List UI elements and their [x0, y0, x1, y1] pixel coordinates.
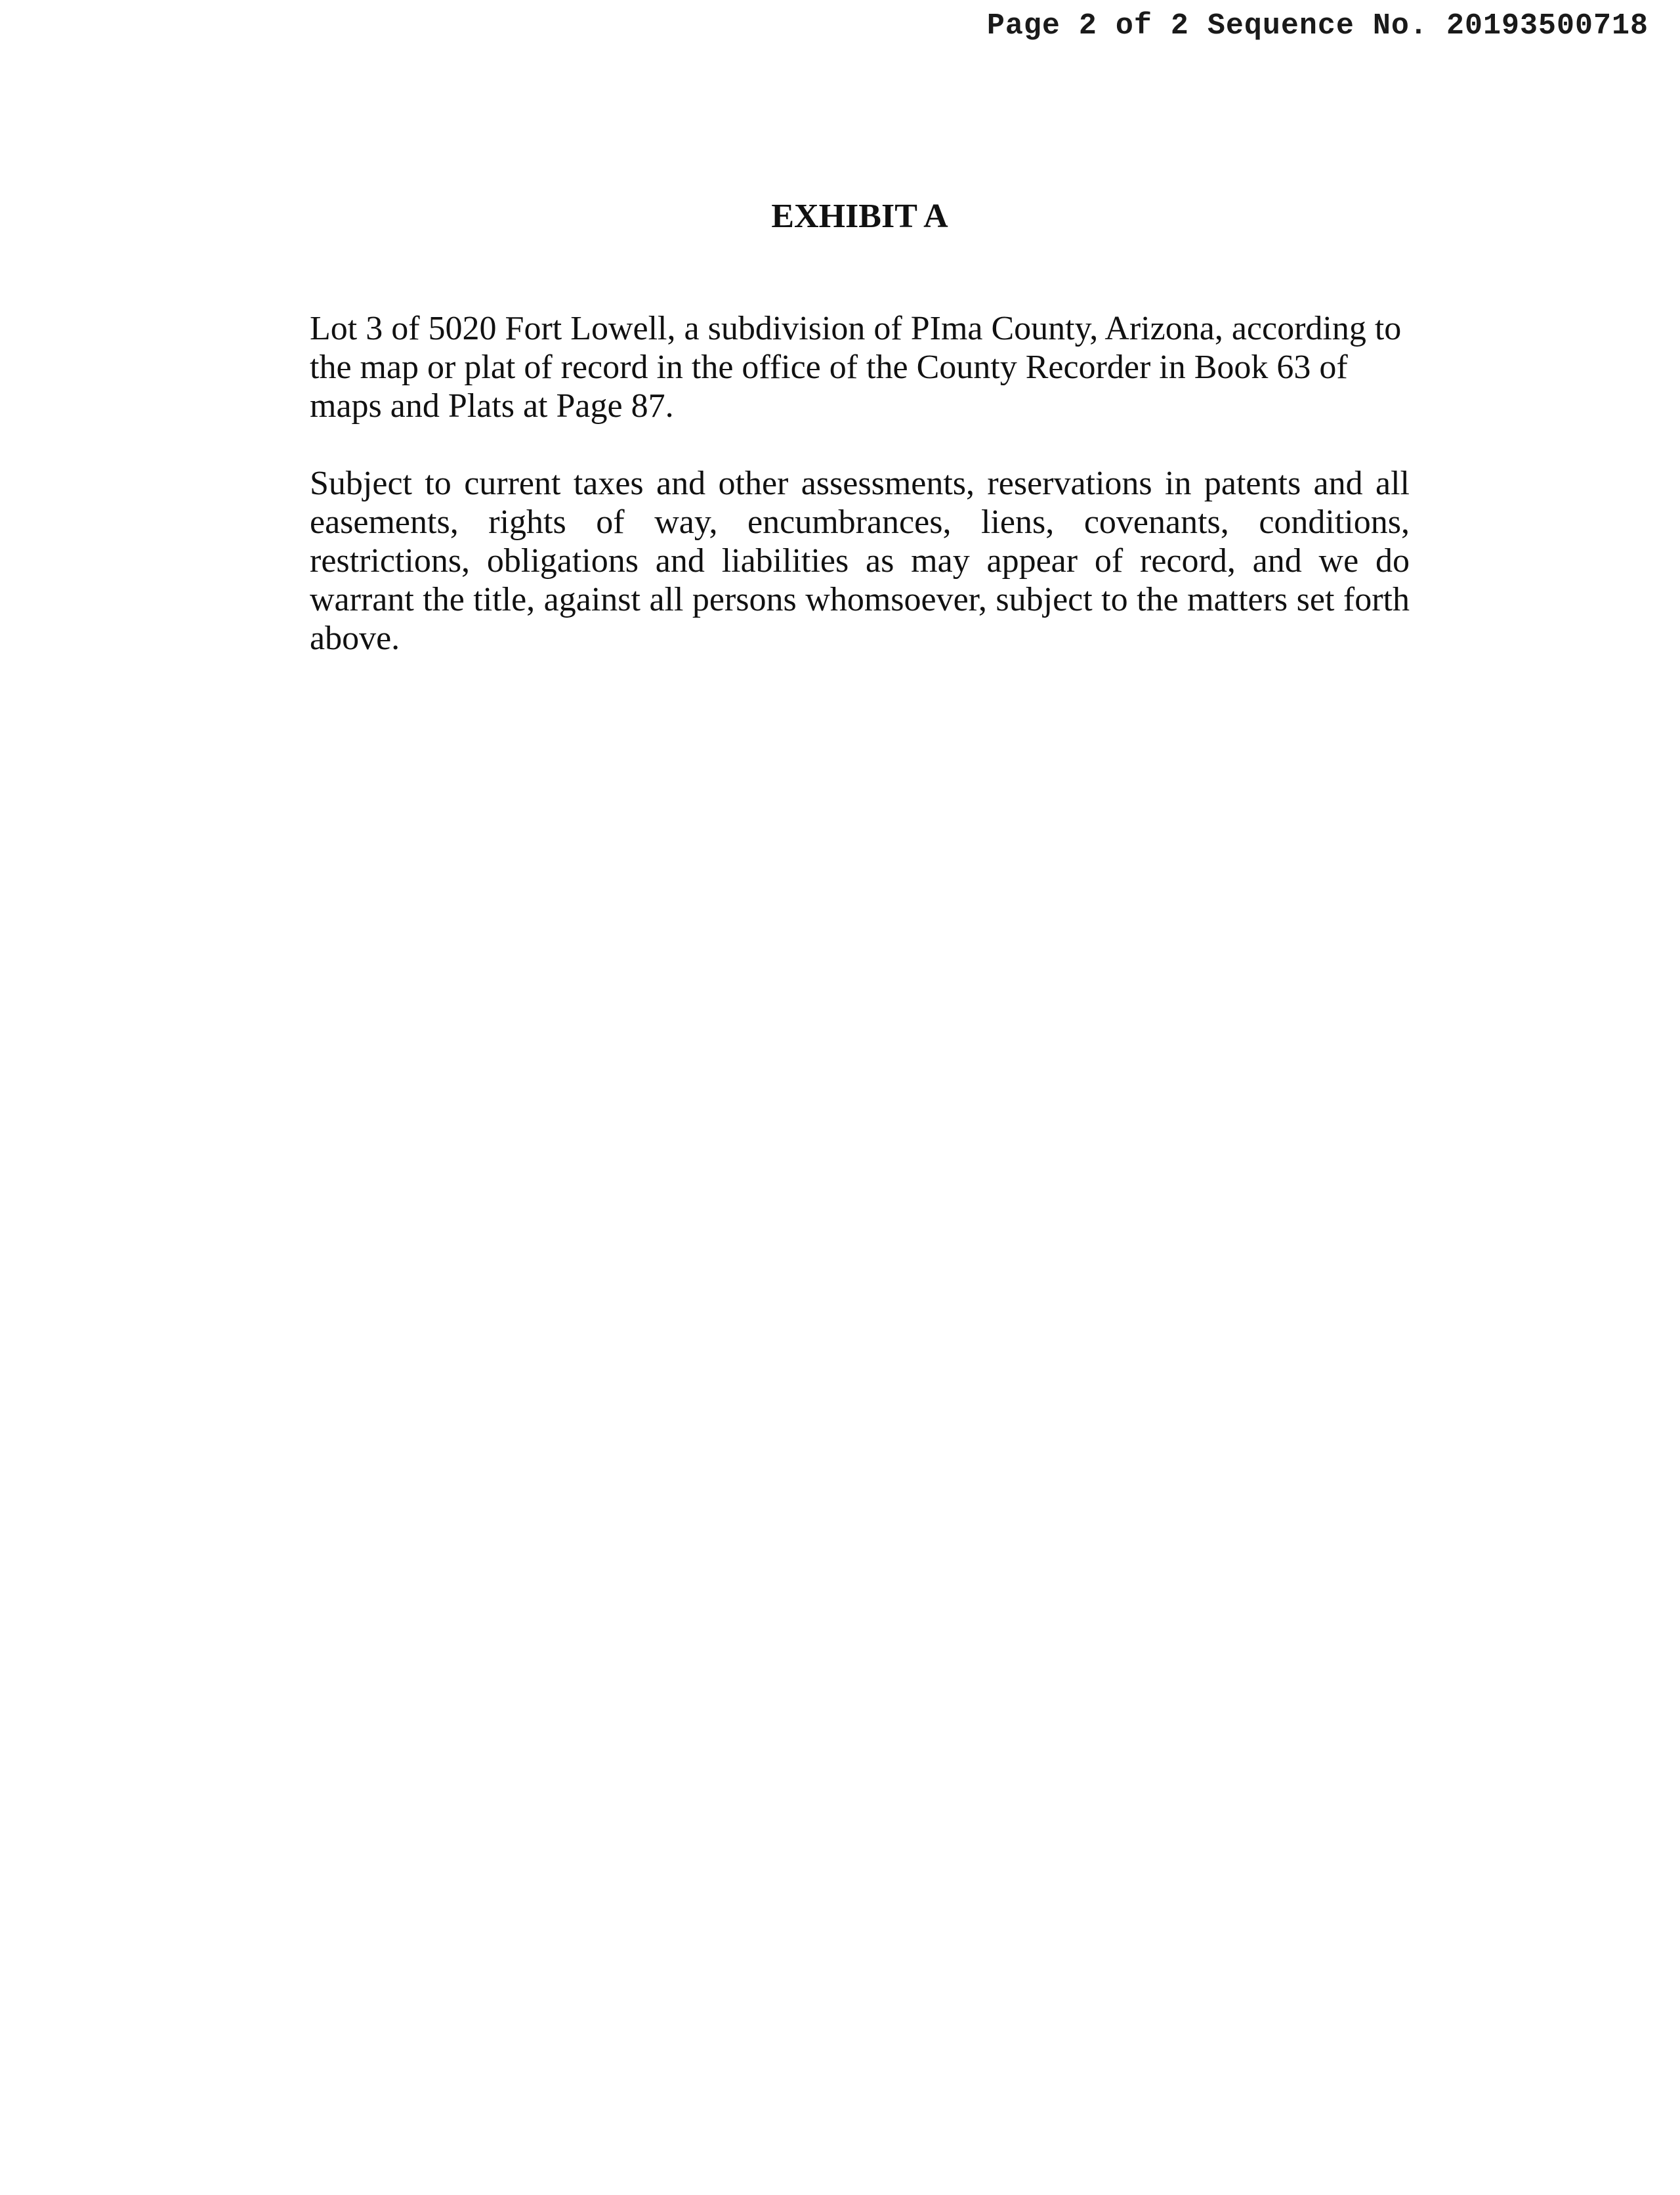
subject-to-paragraph: Subject to current taxes and other assessments, reservations in patents and all easements, rights of way, encumbrances, liens, covenants, conditions, restrictions, obligations and liabilities as may appear of record, and we do warrant the title, against all persons whomsoever, subject to the matters set forth above.: [310, 465, 1410, 657]
legal-description-paragraph: Lot 3 of 5020 Fort Lowell, a subdivision of PIma County, Arizona, according to the map or plat of record in the office of the County Recorder in Book 63 of maps and Plats at Page 87.: [310, 310, 1402, 425]
page-sequence-stamp: Page 2 of 2 Sequence No. 20193500718: [986, 9, 1648, 43]
exhibit-title: EXHIBIT A: [771, 198, 948, 235]
document-body: [310, 197, 1410, 696]
